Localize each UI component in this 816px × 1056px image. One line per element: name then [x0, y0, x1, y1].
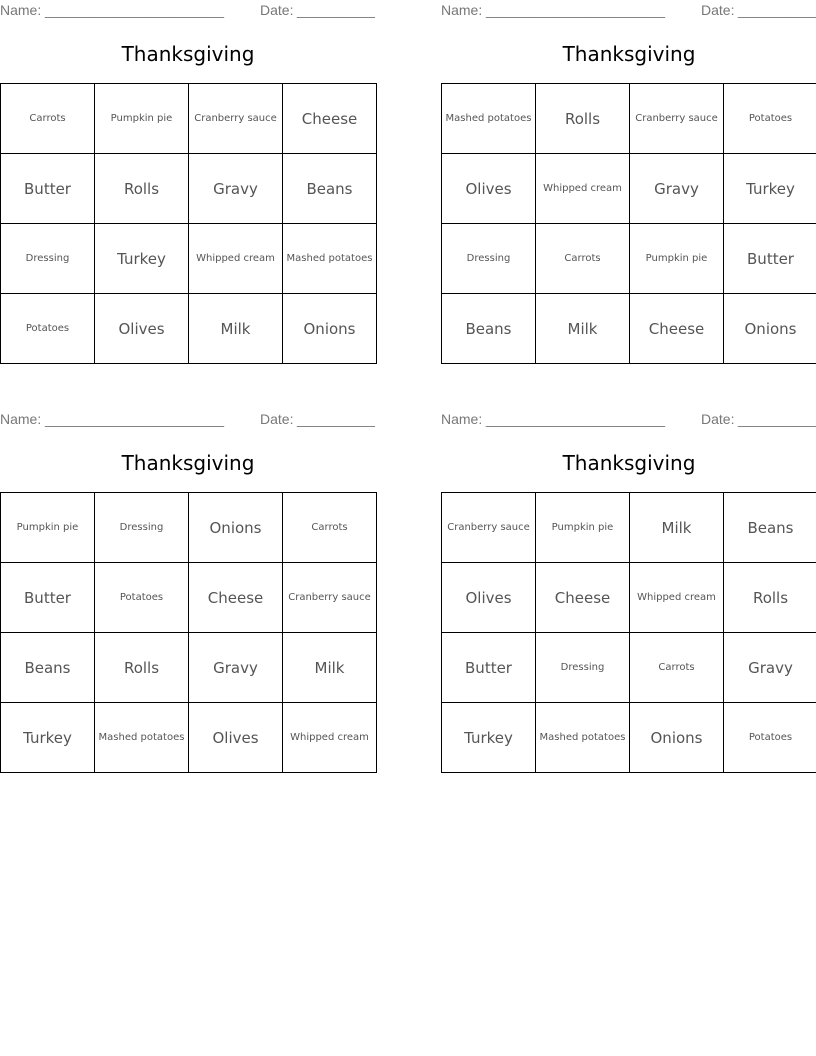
bingo-cell: Potatoes: [724, 703, 816, 773]
bingo-cell: Gravy: [189, 154, 283, 224]
date-label: Date:: [260, 411, 294, 427]
bingo-grid: [441, 83, 816, 364]
name-blank: _______________________: [486, 411, 666, 427]
name-label: Name:: [0, 2, 42, 18]
bingo-cell: Turkey: [1, 703, 95, 773]
grid-row: [1, 563, 377, 633]
bingo-cell: Onions: [189, 493, 283, 563]
bingo-cell: Pumpkin pie: [1, 493, 95, 563]
date-blank: __________: [738, 2, 816, 18]
card-title: Thanksgiving: [562, 42, 696, 66]
bingo-cell: Mashed potatoes: [536, 703, 630, 773]
bingo-cell: Onions: [724, 294, 816, 364]
card-title: Thanksgiving: [562, 451, 696, 475]
date-label: Date:: [260, 2, 294, 18]
bingo-cell: Whipped cream: [283, 703, 377, 773]
bingo-cell: Rolls: [536, 84, 630, 154]
bingo-cell: Cranberry sauce: [189, 84, 283, 154]
bingo-cell: Carrots: [283, 493, 377, 563]
name-label: Name:: [0, 411, 42, 427]
bingo-cell: Olives: [95, 294, 189, 364]
grid-row: [442, 84, 816, 154]
bingo-cell: Cheese: [189, 563, 283, 633]
bingo-cell: Rolls: [95, 154, 189, 224]
name-blank: _______________________: [45, 2, 225, 18]
name-date-header: [0, 0, 376, 20]
bingo-cell: Butter: [442, 633, 536, 703]
bingo-cell: Milk: [283, 633, 377, 703]
grid-row: [1, 493, 377, 563]
grid-row: [1, 224, 377, 294]
grid-row: [442, 294, 816, 364]
date-blank: __________: [297, 411, 375, 427]
grid-row: [1, 703, 377, 773]
date-blank: __________: [738, 411, 816, 427]
bingo-cell: Pumpkin pie: [630, 224, 724, 294]
bingo-cell: Potatoes: [1, 294, 95, 364]
grid-row: [1, 294, 377, 364]
bingo-grid: [441, 492, 816, 773]
bingo-cell: Dressing: [1, 224, 95, 294]
bingo-cell: Milk: [630, 493, 724, 563]
grid-row: [1, 154, 377, 224]
card-title: Thanksgiving: [121, 42, 255, 66]
bingo-cell: Butter: [1, 563, 95, 633]
bingo-grid: [0, 83, 377, 364]
bingo-cell: Beans: [724, 493, 816, 563]
grid-row: [442, 703, 816, 773]
bingo-cell: Onions: [283, 294, 377, 364]
grid-row: [442, 563, 816, 633]
name-blank: _______________________: [486, 2, 666, 18]
bingo-cell: Milk: [536, 294, 630, 364]
bingo-cell: Whipped cream: [189, 224, 283, 294]
bingo-cell: Beans: [1, 633, 95, 703]
grid-row: [442, 154, 816, 224]
bingo-cell: Carrots: [536, 224, 630, 294]
bingo-cell: Olives: [189, 703, 283, 773]
bingo-cell: Cheese: [536, 563, 630, 633]
bingo-cell: Mashed potatoes: [442, 84, 536, 154]
bingo-grid: [0, 492, 377, 773]
bingo-cell: Carrots: [1, 84, 95, 154]
bingo-cell: Rolls: [724, 563, 816, 633]
grid-row: [442, 493, 816, 563]
bingo-cell: Butter: [724, 224, 816, 294]
card-title: Thanksgiving: [121, 451, 255, 475]
bingo-cell: Olives: [442, 154, 536, 224]
bingo-cell: Potatoes: [95, 563, 189, 633]
bingo-cell: Carrots: [630, 633, 724, 703]
bingo-cell: Cranberry sauce: [283, 563, 377, 633]
grid-row: [1, 84, 377, 154]
bingo-cell: Dressing: [95, 493, 189, 563]
grid-row: [442, 224, 816, 294]
bingo-cell: Pumpkin pie: [95, 84, 189, 154]
bingo-cell: Beans: [283, 154, 377, 224]
name-blank: _______________________: [45, 411, 225, 427]
bingo-cell: Milk: [189, 294, 283, 364]
date-label: Date:: [701, 2, 735, 18]
date-label: Date:: [701, 411, 735, 427]
bingo-cell: Rolls: [95, 633, 189, 703]
bingo-cell: Turkey: [442, 703, 536, 773]
name-label: Name:: [441, 2, 483, 18]
bingo-cell: Gravy: [189, 633, 283, 703]
bingo-cell: Mashed potatoes: [283, 224, 377, 294]
bingo-cell: Whipped cream: [536, 154, 630, 224]
bingo-cell: Gravy: [630, 154, 724, 224]
bingo-cell: Onions: [630, 703, 724, 773]
bingo-cell: Dressing: [536, 633, 630, 703]
bingo-cell: Mashed potatoes: [95, 703, 189, 773]
bingo-cell: Cranberry sauce: [630, 84, 724, 154]
name-date-header: [0, 409, 376, 429]
name-date-header: [441, 0, 816, 20]
bingo-cell: Olives: [442, 563, 536, 633]
bingo-cell: Cheese: [630, 294, 724, 364]
bingo-cell: Whipped cream: [630, 563, 724, 633]
bingo-cell: Cranberry sauce: [442, 493, 536, 563]
bingo-cell: Turkey: [724, 154, 816, 224]
bingo-cell: Beans: [442, 294, 536, 364]
name-label: Name:: [441, 411, 483, 427]
bingo-cell: Pumpkin pie: [536, 493, 630, 563]
bingo-cell: Potatoes: [724, 84, 816, 154]
grid-row: [1, 633, 377, 703]
bingo-cell: Dressing: [442, 224, 536, 294]
bingo-cell: Turkey: [95, 224, 189, 294]
bingo-cell: Butter: [1, 154, 95, 224]
bingo-cell: Cheese: [283, 84, 377, 154]
date-blank: __________: [297, 2, 375, 18]
name-date-header: [441, 409, 816, 429]
grid-row: [442, 633, 816, 703]
bingo-cell: Gravy: [724, 633, 816, 703]
